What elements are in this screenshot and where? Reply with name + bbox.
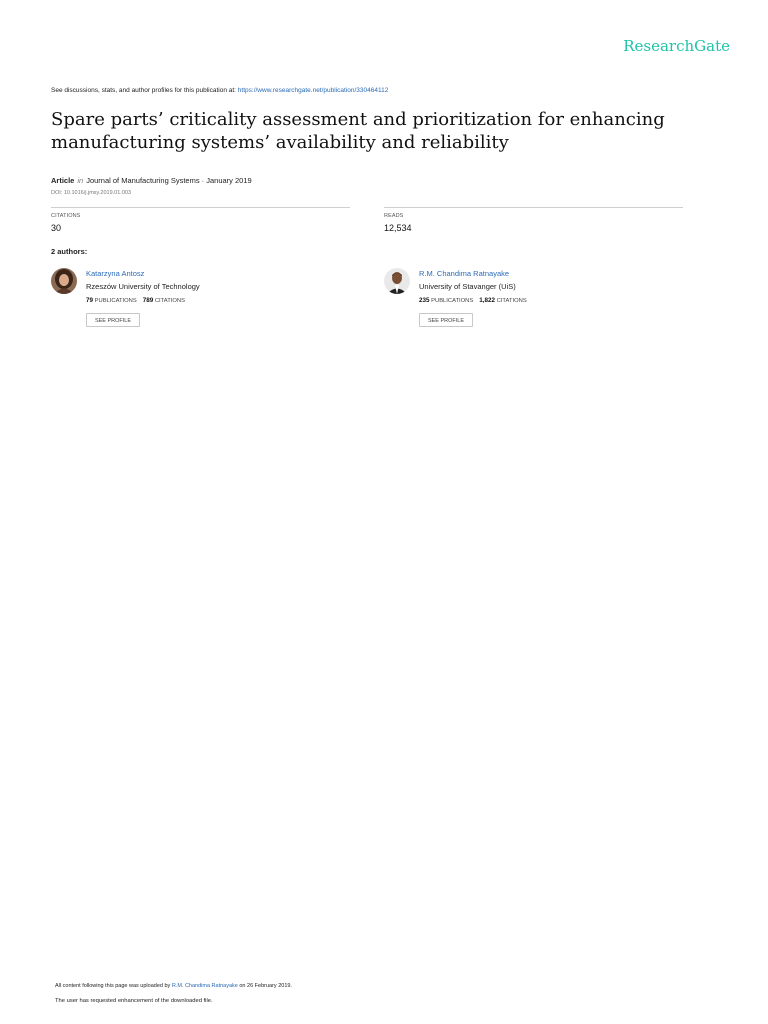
doi: DOI: 10.1016/j.jmsy.2019.01.003 bbox=[51, 190, 132, 196]
uploader-link[interactable]: R.M. Chandima Ratnayake bbox=[171, 983, 238, 989]
author-citations-label: CITATIONS bbox=[154, 298, 185, 304]
author-name[interactable]: R.M. Chandima Ratnayake bbox=[419, 269, 510, 278]
publications-count: 235 bbox=[419, 297, 430, 304]
author-photo-icon bbox=[384, 268, 410, 294]
reads-divider bbox=[384, 207, 683, 208]
avatar[interactable] bbox=[51, 268, 77, 294]
publications-label: PUBLICATIONS bbox=[94, 298, 137, 304]
discussion-prefix: See discussions, stats, and author profiles for this publication at: bbox=[51, 87, 238, 94]
journal-name[interactable]: Journal of Manufacturing Systems · January 2019 bbox=[86, 176, 252, 185]
researchgate-logo[interactable]: ResearchGate bbox=[623, 37, 730, 55]
authors-label: 2 authors: bbox=[51, 247, 88, 256]
citations-divider bbox=[51, 207, 350, 208]
upload-suffix: on 26 February 2019. bbox=[237, 983, 292, 989]
publication-title: Spare parts’ criticality assessment and prioritization for enhancing manufacturing systems’ availability and reliability bbox=[51, 109, 665, 153]
author-citations-count: 1,822 bbox=[479, 297, 495, 304]
upload-note bbox=[55, 983, 292, 989]
author-institution: University of Stavanger (UiS) bbox=[419, 282, 516, 291]
publications-count: 79 bbox=[86, 297, 94, 304]
author-citations-label: CITATIONS bbox=[496, 298, 527, 304]
see-profile-button[interactable]: SEE PROFILE bbox=[419, 313, 473, 327]
author-stats bbox=[419, 297, 527, 304]
upload-prefix: All content following this page was uploaded by bbox=[55, 983, 172, 989]
author-institution: Rzeszów University of Technology bbox=[86, 282, 200, 291]
author-card bbox=[384, 268, 644, 332]
enhancement-note: The user has requested enhancement of the downloaded file. bbox=[55, 998, 213, 1004]
citations-count: 30 bbox=[51, 223, 62, 233]
publication-meta bbox=[51, 176, 252, 185]
reads-label: READS bbox=[384, 213, 404, 219]
avatar[interactable] bbox=[384, 268, 410, 294]
see-profile-button[interactable]: SEE PROFILE bbox=[86, 313, 140, 327]
author-card bbox=[51, 268, 311, 332]
citations-label: CITATIONS bbox=[51, 213, 81, 219]
discussion-line bbox=[51, 87, 388, 94]
reads-count: 12,534 bbox=[384, 223, 412, 233]
author-stats bbox=[86, 297, 185, 304]
publication-type: Article bbox=[51, 176, 75, 185]
publications-label: PUBLICATIONS bbox=[431, 298, 474, 304]
author-photo-icon bbox=[51, 268, 77, 294]
author-citations-count: 789 bbox=[142, 297, 154, 304]
author-name[interactable]: Katarzyna Antosz bbox=[86, 269, 145, 278]
in-label: in bbox=[77, 176, 84, 185]
publication-link[interactable]: https://www.researchgate.net/publication/330464112 bbox=[237, 87, 389, 94]
